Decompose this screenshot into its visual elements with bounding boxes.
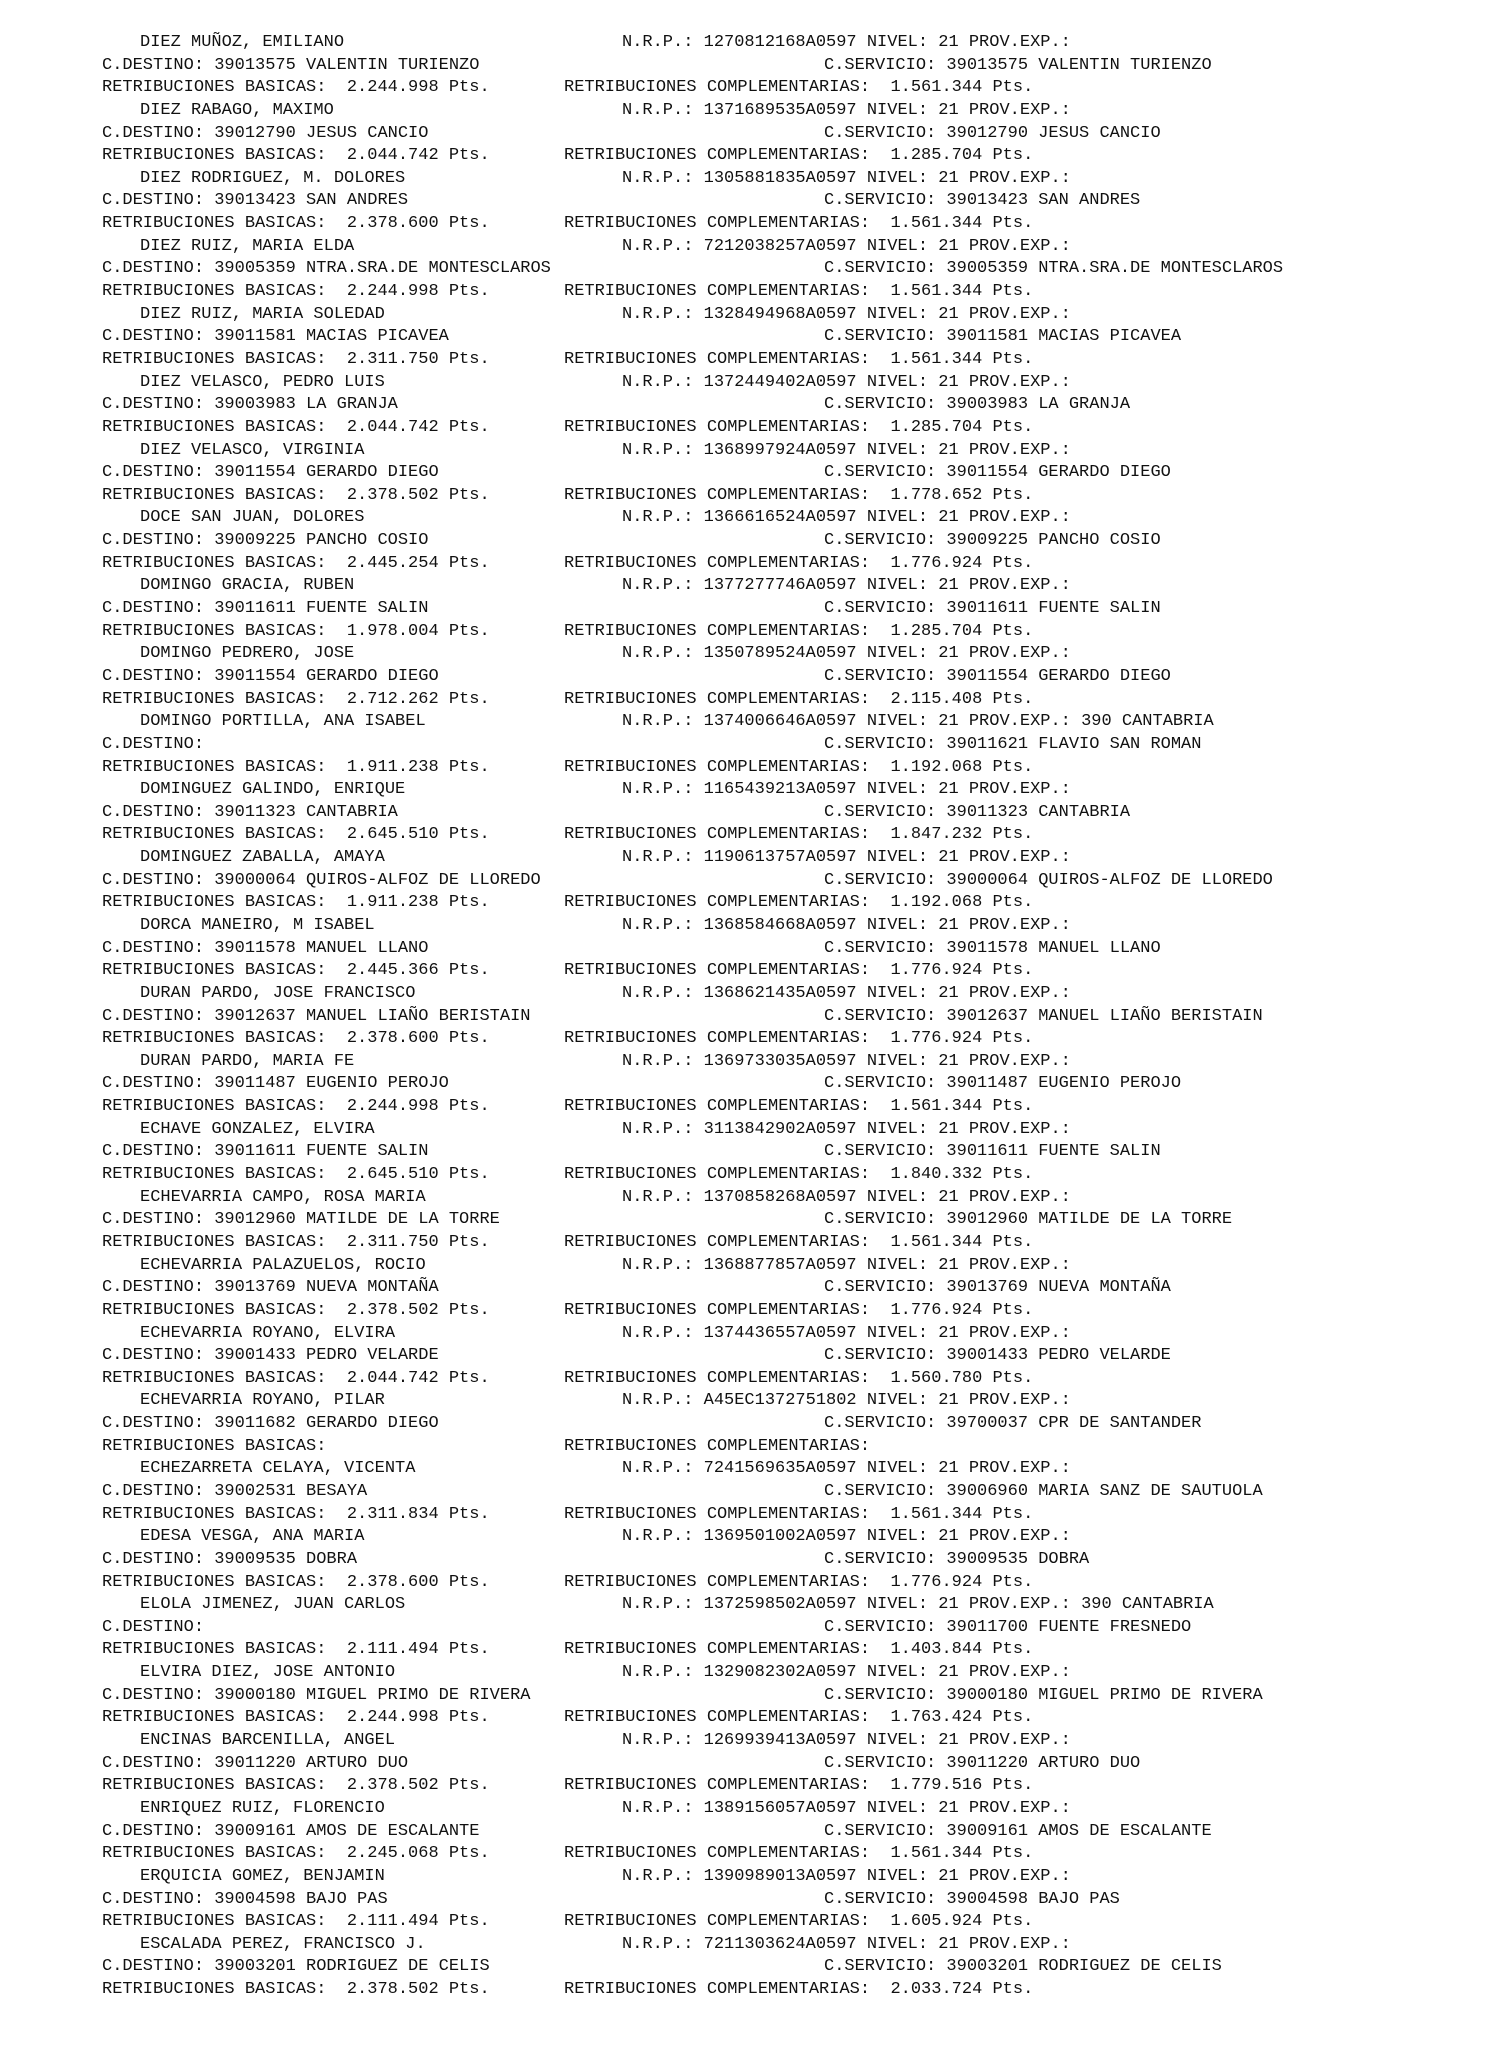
employee-name: DURAN PARDO, JOSE FRANCISCO — [140, 983, 416, 1003]
employee-name: DIEZ RUIZ, MARIA SOLEDAD — [140, 304, 385, 324]
destino-line: C.DESTINO: 39011611 FUENTE SALIN — [102, 599, 429, 619]
basicas-line: RETRIBUCIONES BASICAS: 2.044.742 Pts. — [102, 417, 490, 437]
employee-record — [0, 643, 1504, 711]
complementarias-line: RETRIBUCIONES COMPLEMENTARIAS: 1.776.924 Pts. — [564, 961, 1034, 981]
record-line — [0, 1187, 1504, 1210]
basicas-line: RETRIBUCIONES BASICAS: 2.111.494 Pts. — [102, 1640, 490, 1660]
basicas-line: RETRIBUCIONES BASICAS: 2.378.502 Pts. — [102, 1776, 490, 1796]
record-line — [0, 349, 1504, 372]
employee-name: DIEZ VELASCO, PEDRO LUIS — [140, 372, 385, 392]
basicas-line: RETRIBUCIONES BASICAS: 2.445.254 Pts. — [102, 553, 490, 573]
employee-record — [0, 168, 1504, 236]
complementarias-line: RETRIBUCIONES COMPLEMENTARIAS: 1.779.516 Pts. — [564, 1776, 1034, 1796]
record-line — [0, 326, 1504, 349]
nrp-line: N.R.P.: 1369501002A0597 NIVEL: 21 PROV.EXP.: — [622, 1527, 1071, 1547]
nrp-line: N.R.P.: 1370858268A0597 NIVEL: 21 PROV.EXP.: — [622, 1187, 1071, 1207]
employee-name: DOCE SAN JUAN, DOLORES — [140, 508, 365, 528]
basicas-line: RETRIBUCIONES BASICAS: 2.044.742 Pts. — [102, 146, 490, 166]
complementarias-line: RETRIBUCIONES COMPLEMENTARIAS: 1.776.924 Pts. — [564, 553, 1034, 573]
record-line — [0, 304, 1504, 327]
destino-line: C.DESTINO: 39011581 MACIAS PICAVEA — [102, 327, 449, 347]
employee-record — [0, 711, 1504, 779]
destino-line: C.DESTINO: 39001433 PEDRO VELARDE — [102, 1346, 439, 1366]
employee-name: DIEZ RODRIGUEZ, M. DOLORES — [140, 168, 406, 188]
employee-name: ECHEVARRIA ROYANO, PILAR — [140, 1391, 385, 1411]
record-line — [0, 983, 1504, 1006]
record-line — [0, 213, 1504, 236]
nrp-line: N.R.P.: 1390989013A0597 NIVEL: 21 PROV.EXP.: — [622, 1866, 1071, 1886]
record-line — [0, 711, 1504, 734]
employee-name: ECHEVARRIA CAMPO, ROSA MARIA — [140, 1187, 426, 1207]
employee-name: DIEZ RUIZ, MARIA ELDA — [140, 236, 355, 256]
servicio-line: C.SERVICIO: 39009225 PANCHO COSIO — [824, 531, 1161, 551]
servicio-line: C.SERVICIO: 39001433 PEDRO VELARDE — [824, 1346, 1171, 1366]
record-line — [0, 1934, 1504, 1957]
record-line — [0, 1707, 1504, 1730]
record-line — [0, 417, 1504, 440]
destino-line: C.DESTINO: 39011323 CANTABRIA — [102, 802, 398, 822]
basicas-line: RETRIBUCIONES BASICAS: 2.311.750 Pts. — [102, 349, 490, 369]
employee-record — [0, 983, 1504, 1051]
destino-line: C.DESTINO: 39003983 LA GRANJA — [102, 395, 398, 415]
servicio-line: C.SERVICIO: 39006960 MARIA SANZ DE SAUTUOLA — [824, 1482, 1263, 1501]
record-line — [0, 123, 1504, 146]
nrp-line: N.R.P.: 3113842902A0597 NIVEL: 21 PROV.EXP.: — [622, 1119, 1071, 1139]
record-line — [0, 1753, 1504, 1776]
employee-name: ECHEVARRIA ROYANO, ELVIRA — [140, 1323, 396, 1343]
servicio-line: C.SERVICIO: 39011700 FUENTE FRESNEDO — [824, 1617, 1192, 1637]
employee-record — [0, 236, 1504, 304]
record-line — [0, 1277, 1504, 1300]
record-line — [0, 1028, 1504, 1051]
complementarias-line: RETRIBUCIONES COMPLEMENTARIAS: 1.776.924 Pts. — [564, 1029, 1034, 1049]
basicas-line: RETRIBUCIONES BASICAS: 2.378.502 Pts. — [102, 485, 490, 505]
employee-record — [0, 915, 1504, 983]
destino-line: C.DESTINO: 39012960 MATILDE DE LA TORRE — [102, 1210, 500, 1230]
nrp-line: N.R.P.: 1374006646A0597 NIVEL: 21 PROV.EXP.: 390 CANTABRIA — [622, 712, 1214, 732]
employee-name: ECHEVARRIA PALAZUELOS, ROCIO — [140, 1255, 426, 1275]
employee-record — [0, 1458, 1504, 1526]
basicas-line: RETRIBUCIONES BASICAS: 2.378.502 Pts. — [102, 1300, 490, 1320]
record-line — [0, 553, 1504, 576]
servicio-line: C.SERVICIO: 39012960 MATILDE DE LA TORRE — [824, 1210, 1233, 1230]
nrp-line: N.R.P.: 1368997924A0597 NIVEL: 21 PROV.EXP.: — [622, 440, 1071, 460]
employee-record — [0, 1390, 1504, 1458]
employee-name: DURAN PARDO, MARIA FE — [140, 1051, 355, 1071]
employee-name: ELVIRA DIEZ, JOSE ANTONIO — [140, 1663, 396, 1683]
record-line — [0, 621, 1504, 644]
record-line — [0, 507, 1504, 530]
servicio-line: C.SERVICIO: 39011611 FUENTE SALIN — [824, 1142, 1161, 1162]
nrp-line: N.R.P.: 1369733035A0597 NIVEL: 21 PROV.EXP.: — [622, 1051, 1071, 1071]
record-line — [0, 1685, 1504, 1708]
record-line — [0, 1141, 1504, 1164]
record-line — [0, 168, 1504, 191]
record-line — [0, 372, 1504, 395]
basicas-line: RETRIBUCIONES BASICAS: 2.445.366 Pts. — [102, 961, 490, 981]
record-line — [0, 915, 1504, 938]
record-line — [0, 1232, 1504, 1255]
basicas-line: RETRIBUCIONES BASICAS: 2.378.502 Pts. — [102, 1980, 490, 2000]
basicas-line: RETRIBUCIONES BASICAS: 1.978.004 Pts. — [102, 621, 490, 641]
destino-line: C.DESTINO: 39011611 FUENTE SALIN — [102, 1142, 429, 1162]
record-line — [0, 1889, 1504, 1912]
complementarias-line: RETRIBUCIONES COMPLEMENTARIAS: 1.847.232 Pts. — [564, 825, 1034, 845]
employee-record — [0, 440, 1504, 508]
servicio-line: C.SERVICIO: 39700037 CPR DE SANTANDER — [824, 1414, 1202, 1434]
destino-line: C.DESTINO: 39012637 MANUEL LIAÑO BERISTAIN — [102, 1006, 531, 1026]
basicas-line: RETRIBUCIONES BASICAS: 2.645.510 Pts. — [102, 1165, 490, 1185]
servicio-line: C.SERVICIO: 39009535 DOBRA — [824, 1549, 1090, 1569]
employee-name: DOMINGO GRACIA, RUBEN — [140, 576, 355, 596]
nrp-line: N.R.P.: 1165439213A0597 NIVEL: 21 PROV.EXP.: — [622, 780, 1071, 800]
servicio-line: C.SERVICIO: 39004598 BAJO PAS — [824, 1889, 1120, 1909]
basicas-line: RETRIBUCIONES BASICAS: 2.378.600 Pts. — [102, 1572, 490, 1592]
destino-line: C.DESTINO: 39000064 QUIROS-ALFOZ DE LLOREDO — [102, 870, 541, 890]
employee-name: DOMINGO PEDRERO, JOSE — [140, 644, 355, 664]
employee-record — [0, 1866, 1504, 1934]
record-line — [0, 236, 1504, 259]
complementarias-line: RETRIBUCIONES COMPLEMENTARIAS: 1.605.924 Pts. — [564, 1912, 1034, 1932]
employee-record — [0, 1051, 1504, 1119]
nrp-line: N.R.P.: 1305881835A0597 NIVEL: 21 PROV.EXP.: — [622, 168, 1071, 188]
record-line — [0, 1051, 1504, 1074]
record-line — [0, 1572, 1504, 1595]
record-line — [0, 530, 1504, 553]
record-line — [0, 689, 1504, 712]
complementarias-line: RETRIBUCIONES COMPLEMENTARIAS: 1.561.344 Pts. — [564, 1097, 1034, 1117]
record-line — [0, 1594, 1504, 1617]
record-line — [0, 734, 1504, 757]
destino-line: C.DESTINO: 39013575 VALENTIN TURIENZO — [102, 55, 480, 75]
destino-line: C.DESTINO: 39011578 MANUEL LLANO — [102, 938, 429, 958]
record-line — [0, 1300, 1504, 1323]
destino-line: C.DESTINO: 39011554 GERARDO DIEGO — [102, 666, 439, 686]
destino-line: C.DESTINO: 39012790 JESUS CANCIO — [102, 123, 429, 143]
employee-name: DIEZ MUÑOZ, EMILIANO — [140, 33, 345, 52]
record-line — [0, 77, 1504, 100]
record-line — [0, 1368, 1504, 1391]
record-line — [0, 847, 1504, 870]
record-line — [0, 824, 1504, 847]
record-line — [0, 1843, 1504, 1866]
employee-record — [0, 1798, 1504, 1866]
complementarias-line: RETRIBUCIONES COMPLEMENTARIAS: 1.561.344 Pts. — [564, 282, 1034, 302]
record-line — [0, 1458, 1504, 1481]
complementarias-line: RETRIBUCIONES COMPLEMENTARIAS: 2.033.724 Pts. — [564, 1980, 1034, 2000]
complementarias-line: RETRIBUCIONES COMPLEMENTARIAS: 1.561.344 Pts. — [564, 1504, 1034, 1524]
servicio-line: C.SERVICIO: 39003983 LA GRANJA — [824, 395, 1131, 415]
destino-line: C.DESTINO: 39013769 NUEVA MONTAÑA — [102, 1278, 439, 1298]
servicio-line: C.SERVICIO: 39011554 GERARDO DIEGO — [824, 666, 1171, 686]
servicio-line: C.SERVICIO: 39011611 FUENTE SALIN — [824, 599, 1161, 619]
record-line — [0, 1617, 1504, 1640]
record-line — [0, 440, 1504, 463]
basicas-line: RETRIBUCIONES BASICAS: 2.378.600 Pts. — [102, 1029, 490, 1049]
employee-name: DIEZ VELASCO, VIRGINIA — [140, 440, 365, 460]
complementarias-line: RETRIBUCIONES COMPLEMENTARIAS: 1.192.068 Pts. — [564, 893, 1034, 913]
complementarias-line: RETRIBUCIONES COMPLEMENTARIAS: 1.776.924 Pts. — [564, 1300, 1034, 1320]
complementarias-line: RETRIBUCIONES COMPLEMENTARIAS: 1.192.068 Pts. — [564, 757, 1034, 777]
record-line — [0, 1323, 1504, 1346]
record-line — [0, 779, 1504, 802]
employee-record — [0, 1526, 1504, 1594]
record-line — [0, 1481, 1504, 1504]
basicas-line: RETRIBUCIONES BASICAS: 2.244.998 Pts. — [102, 78, 490, 98]
nrp-line: N.R.P.: 7212038257A0597 NIVEL: 21 PROV.EXP.: — [622, 236, 1071, 256]
employee-record — [0, 575, 1504, 643]
destino-line: C.DESTINO: 39009161 AMOS DE ESCALANTE — [102, 1821, 480, 1841]
record-line — [0, 892, 1504, 915]
destino-line: C.DESTINO: 39009225 PANCHO COSIO — [102, 531, 429, 551]
nrp-line: N.R.P.: 1270812168A0597 NIVEL: 21 PROV.EXP.: — [622, 33, 1071, 52]
employee-record — [0, 1594, 1504, 1662]
servicio-line: C.SERVICIO: 39012637 MANUEL LIAÑO BERISTAIN — [824, 1006, 1263, 1026]
nrp-line: N.R.P.: 1374436557A0597 NIVEL: 21 PROV.EXP.: — [622, 1323, 1071, 1343]
nrp-line: N.R.P.: 1368621435A0597 NIVEL: 21 PROV.EXP.: — [622, 983, 1071, 1003]
record-line — [0, 598, 1504, 621]
complementarias-line: RETRIBUCIONES COMPLEMENTARIAS: 1.561.344 Pts. — [564, 78, 1034, 98]
servicio-line: C.SERVICIO: 39003201 RODRIGUEZ DE CELIS — [824, 1957, 1222, 1977]
employee-name: ENRIQUEZ RUIZ, FLORENCIO — [140, 1798, 385, 1818]
record-line — [0, 666, 1504, 689]
destino-line: C.DESTINO: 39005359 NTRA.SRA.DE MONTESCLAROS — [102, 259, 551, 279]
record-line — [0, 1119, 1504, 1142]
servicio-line: C.SERVICIO: 39011220 ARTURO DUO — [824, 1753, 1141, 1773]
nrp-line: N.R.P.: 7211303624A0597 NIVEL: 21 PROV.EXP.: — [622, 1934, 1071, 1954]
servicio-line: C.SERVICIO: 39011621 FLAVIO SAN ROMAN — [824, 734, 1202, 754]
basicas-line: RETRIBUCIONES BASICAS: 2.311.834 Pts. — [102, 1504, 490, 1524]
destino-line: C.DESTINO: 39011220 ARTURO DUO — [102, 1753, 409, 1773]
record-line — [0, 1255, 1504, 1278]
servicio-line: C.SERVICIO: 39011487 EUGENIO PEROJO — [824, 1074, 1182, 1094]
basicas-line: RETRIBUCIONES BASICAS: 1.911.238 Pts. — [102, 757, 490, 777]
basicas-line: RETRIBUCIONES BASICAS: 2.378.600 Pts. — [102, 214, 490, 234]
basicas-line: RETRIBUCIONES BASICAS: 2.645.510 Pts. — [102, 825, 490, 845]
record-line — [0, 960, 1504, 983]
nrp-line: N.R.P.: 7241569635A0597 NIVEL: 21 PROV.EXP.: — [622, 1459, 1071, 1479]
record-line — [0, 1798, 1504, 1821]
record-line — [0, 1639, 1504, 1662]
nrp-line: N.R.P.: 1329082302A0597 NIVEL: 21 PROV.EXP.: — [622, 1663, 1071, 1683]
nrp-line: N.R.P.: 1368584668A0597 NIVEL: 21 PROV.EXP.: — [622, 915, 1071, 935]
destino-line: C.DESTINO: 39011554 GERARDO DIEGO — [102, 463, 439, 483]
record-line — [0, 55, 1504, 78]
employee-record — [0, 32, 1504, 100]
nrp-line: N.R.P.: 1269939413A0597 NIVEL: 21 PROV.EXP.: — [622, 1731, 1071, 1751]
servicio-line: C.SERVICIO: 39013423 SAN ANDRES — [824, 191, 1141, 211]
employee-record — [0, 372, 1504, 440]
employee-name: ELOLA JIMENEZ, JUAN CARLOS — [140, 1595, 406, 1615]
record-line — [0, 1979, 1504, 2002]
nrp-line: N.R.P.: 1372598502A0597 NIVEL: 21 PROV.EXP.: 390 CANTABRIA — [622, 1595, 1214, 1615]
record-line — [0, 1345, 1504, 1368]
basicas-line: RETRIBUCIONES BASICAS: 2.044.742 Pts. — [102, 1368, 490, 1388]
employee-name: ENCINAS BARCENILLA, ANGEL — [140, 1731, 396, 1751]
complementarias-line: RETRIBUCIONES COMPLEMENTARIAS: 1.776.924 Pts. — [564, 1572, 1034, 1592]
record-line — [0, 1821, 1504, 1844]
destino-line: C.DESTINO: — [102, 1617, 205, 1637]
record-line — [0, 1436, 1504, 1459]
basicas-line: RETRIBUCIONES BASICAS: — [102, 1436, 327, 1456]
record-line — [0, 190, 1504, 213]
servicio-line: C.SERVICIO: 39011554 GERARDO DIEGO — [824, 463, 1171, 483]
basicas-line: RETRIBUCIONES BASICAS: 1.911.238 Pts. — [102, 893, 490, 913]
record-line — [0, 575, 1504, 598]
employee-name: ERQUICIA GOMEZ, BENJAMIN — [140, 1866, 385, 1886]
record-line — [0, 1911, 1504, 1934]
basicas-line: RETRIBUCIONES BASICAS: 2.245.068 Pts. — [102, 1844, 490, 1864]
nrp-line: N.R.P.: 1368877857A0597 NIVEL: 21 PROV.EXP.: — [622, 1255, 1071, 1275]
destino-line: C.DESTINO: — [102, 734, 205, 754]
nrp-line: N.R.P.: 1371689535A0597 NIVEL: 21 PROV.EXP.: — [622, 100, 1071, 120]
destino-line: C.DESTINO: 39002531 BESAYA — [102, 1482, 368, 1501]
complementarias-line: RETRIBUCIONES COMPLEMENTARIAS: 1.560.780 Pts. — [564, 1368, 1034, 1388]
nrp-line: N.R.P.: 1389156057A0597 NIVEL: 21 PROV.EXP.: — [622, 1798, 1071, 1818]
record-line — [0, 1775, 1504, 1798]
servicio-line: C.SERVICIO: 39000180 MIGUEL PRIMO DE RIVERA — [824, 1685, 1263, 1705]
employee-record — [0, 1187, 1504, 1255]
servicio-line: C.SERVICIO: 39000064 QUIROS-ALFOZ DE LLOREDO — [824, 870, 1273, 890]
destino-line: C.DESTINO: 39003201 RODRIGUEZ DE CELIS — [102, 1957, 490, 1977]
employee-name: EDESA VESGA, ANA MARIA — [140, 1527, 365, 1547]
employee-record — [0, 1662, 1504, 1730]
record-line — [0, 1956, 1504, 1979]
employee-name: ECHEZARRETA CELAYA, VICENTA — [140, 1459, 416, 1479]
record-line — [0, 757, 1504, 780]
employee-record — [0, 1934, 1504, 2002]
employee-record — [0, 1730, 1504, 1798]
employee-record — [0, 507, 1504, 575]
record-line — [0, 1390, 1504, 1413]
complementarias-line: RETRIBUCIONES COMPLEMENTARIAS: 1.561.344 Pts. — [564, 214, 1034, 234]
record-line — [0, 258, 1504, 281]
record-line — [0, 485, 1504, 508]
record-line — [0, 938, 1504, 961]
nrp-line: N.R.P.: 1328494968A0597 NIVEL: 21 PROV.EXP.: — [622, 304, 1071, 324]
basicas-line: RETRIBUCIONES BASICAS: 2.244.998 Pts. — [102, 282, 490, 302]
record-line — [0, 100, 1504, 123]
complementarias-line: RETRIBUCIONES COMPLEMENTARIAS: 1.285.704 Pts. — [564, 621, 1034, 641]
employee-record — [0, 1119, 1504, 1187]
employee-name: DOMINGO PORTILLA, ANA ISABEL — [140, 712, 426, 732]
destino-line: C.DESTINO: 39009535 DOBRA — [102, 1549, 358, 1569]
employee-record — [0, 779, 1504, 847]
basicas-line: RETRIBUCIONES BASICAS: 2.311.750 Pts. — [102, 1232, 490, 1252]
nrp-line: N.R.P.: 1377277746A0597 NIVEL: 21 PROV.EXP.: — [622, 576, 1071, 596]
servicio-line: C.SERVICIO: 39011323 CANTABRIA — [824, 802, 1131, 822]
record-line — [0, 1096, 1504, 1119]
employee-record — [0, 1323, 1504, 1391]
employee-record — [0, 847, 1504, 915]
record-line — [0, 1073, 1504, 1096]
record-line — [0, 870, 1504, 893]
basicas-line: RETRIBUCIONES BASICAS: 2.244.998 Pts. — [102, 1708, 490, 1728]
servicio-line: C.SERVICIO: 39005359 NTRA.SRA.DE MONTESCLAROS — [824, 259, 1284, 279]
complementarias-line: RETRIBUCIONES COMPLEMENTARIAS: 1.285.704 Pts. — [564, 146, 1034, 166]
record-line — [0, 1662, 1504, 1685]
servicio-line: C.SERVICIO: 39011581 MACIAS PICAVEA — [824, 327, 1182, 347]
complementarias-line: RETRIBUCIONES COMPLEMENTARIAS: 1.778.652 Pts. — [564, 485, 1034, 505]
basicas-line: RETRIBUCIONES BASICAS: 2.712.262 Pts. — [102, 689, 490, 709]
nrp-line: N.R.P.: 1366616524A0597 NIVEL: 21 PROV.EXP.: — [622, 508, 1071, 528]
record-line — [0, 1413, 1504, 1436]
employee-record — [0, 100, 1504, 168]
employee-record — [0, 1255, 1504, 1323]
servicio-line: C.SERVICIO: 39013769 NUEVA MONTAÑA — [824, 1278, 1171, 1298]
employee-name: DOMINGUEZ GALINDO, ENRIQUE — [140, 780, 406, 800]
nrp-line: N.R.P.: A45EC1372751802 NIVEL: 21 PROV.EXP.: — [622, 1391, 1071, 1411]
servicio-line: C.SERVICIO: 39013575 VALENTIN TURIENZO — [824, 55, 1212, 75]
servicio-line: C.SERVICIO: 39009161 AMOS DE ESCALANTE — [824, 1821, 1212, 1841]
record-line — [0, 1866, 1504, 1889]
record-line — [0, 802, 1504, 825]
employee-name: DIEZ RABAGO, MAXIMO — [140, 100, 334, 120]
record-line — [0, 1526, 1504, 1549]
record-line — [0, 145, 1504, 168]
employee-name: DOMINGUEZ ZABALLA, AMAYA — [140, 848, 385, 868]
record-line — [0, 643, 1504, 666]
record-line — [0, 1549, 1504, 1572]
employee-name: ESCALADA PEREZ, FRANCISCO J. — [140, 1934, 426, 1954]
destino-line: C.DESTINO: 39000180 MIGUEL PRIMO DE RIVERA — [102, 1685, 531, 1705]
record-line — [0, 1209, 1504, 1232]
employee-record — [0, 304, 1504, 372]
basicas-line: RETRIBUCIONES BASICAS: 2.111.494 Pts. — [102, 1912, 490, 1932]
complementarias-line: RETRIBUCIONES COMPLEMENTARIAS: 1.561.344 Pts. — [564, 1232, 1034, 1252]
record-line — [0, 394, 1504, 417]
complementarias-line: RETRIBUCIONES COMPLEMENTARIAS: 1.840.332 Pts. — [564, 1165, 1034, 1185]
complementarias-line: RETRIBUCIONES COMPLEMENTARIAS: 1.561.344 Pts. — [564, 349, 1034, 369]
destino-line: C.DESTINO: 39011487 EUGENIO PEROJO — [102, 1074, 449, 1094]
complementarias-line: RETRIBUCIONES COMPLEMENTARIAS: 1.561.344 Pts. — [564, 1844, 1034, 1864]
complementarias-line: RETRIBUCIONES COMPLEMENTARIAS: 1.403.844 Pts. — [564, 1640, 1034, 1660]
servicio-line: C.SERVICIO: 39011578 MANUEL LLANO — [824, 938, 1161, 958]
record-line — [0, 462, 1504, 485]
employee-name: DORCA MANEIRO, M ISABEL — [140, 915, 375, 935]
record-line — [0, 32, 1504, 55]
complementarias-line: RETRIBUCIONES COMPLEMENTARIAS: 1.285.704 Pts. — [564, 417, 1034, 437]
record-line — [0, 1164, 1504, 1187]
servicio-line: C.SERVICIO: 39012790 JESUS CANCIO — [824, 123, 1161, 143]
basicas-line: RETRIBUCIONES BASICAS: 2.244.998 Pts. — [102, 1097, 490, 1117]
complementarias-line: RETRIBUCIONES COMPLEMENTARIAS: — [564, 1436, 871, 1456]
complementarias-line: RETRIBUCIONES COMPLEMENTARIAS: 1.763.424 Pts. — [564, 1708, 1034, 1728]
record-line — [0, 1504, 1504, 1527]
document-page — [0, 32, 1504, 2002]
nrp-line: N.R.P.: 1372449402A0597 NIVEL: 21 PROV.EXP.: — [622, 372, 1071, 392]
record-line — [0, 281, 1504, 304]
destino-line: C.DESTINO: 39013423 SAN ANDRES — [102, 191, 409, 211]
record-line — [0, 1006, 1504, 1029]
complementarias-line: RETRIBUCIONES COMPLEMENTARIAS: 2.115.408 Pts. — [564, 689, 1034, 709]
destino-line: C.DESTINO: 39004598 BAJO PAS — [102, 1889, 388, 1909]
record-line — [0, 1730, 1504, 1753]
nrp-line: N.R.P.: 1350789524A0597 NIVEL: 21 PROV.EXP.: — [622, 644, 1071, 664]
employee-name: ECHAVE GONZALEZ, ELVIRA — [140, 1119, 375, 1139]
destino-line: C.DESTINO: 39011682 GERARDO DIEGO — [102, 1414, 439, 1434]
nrp-line: N.R.P.: 1190613757A0597 NIVEL: 21 PROV.EXP.: — [622, 848, 1071, 868]
